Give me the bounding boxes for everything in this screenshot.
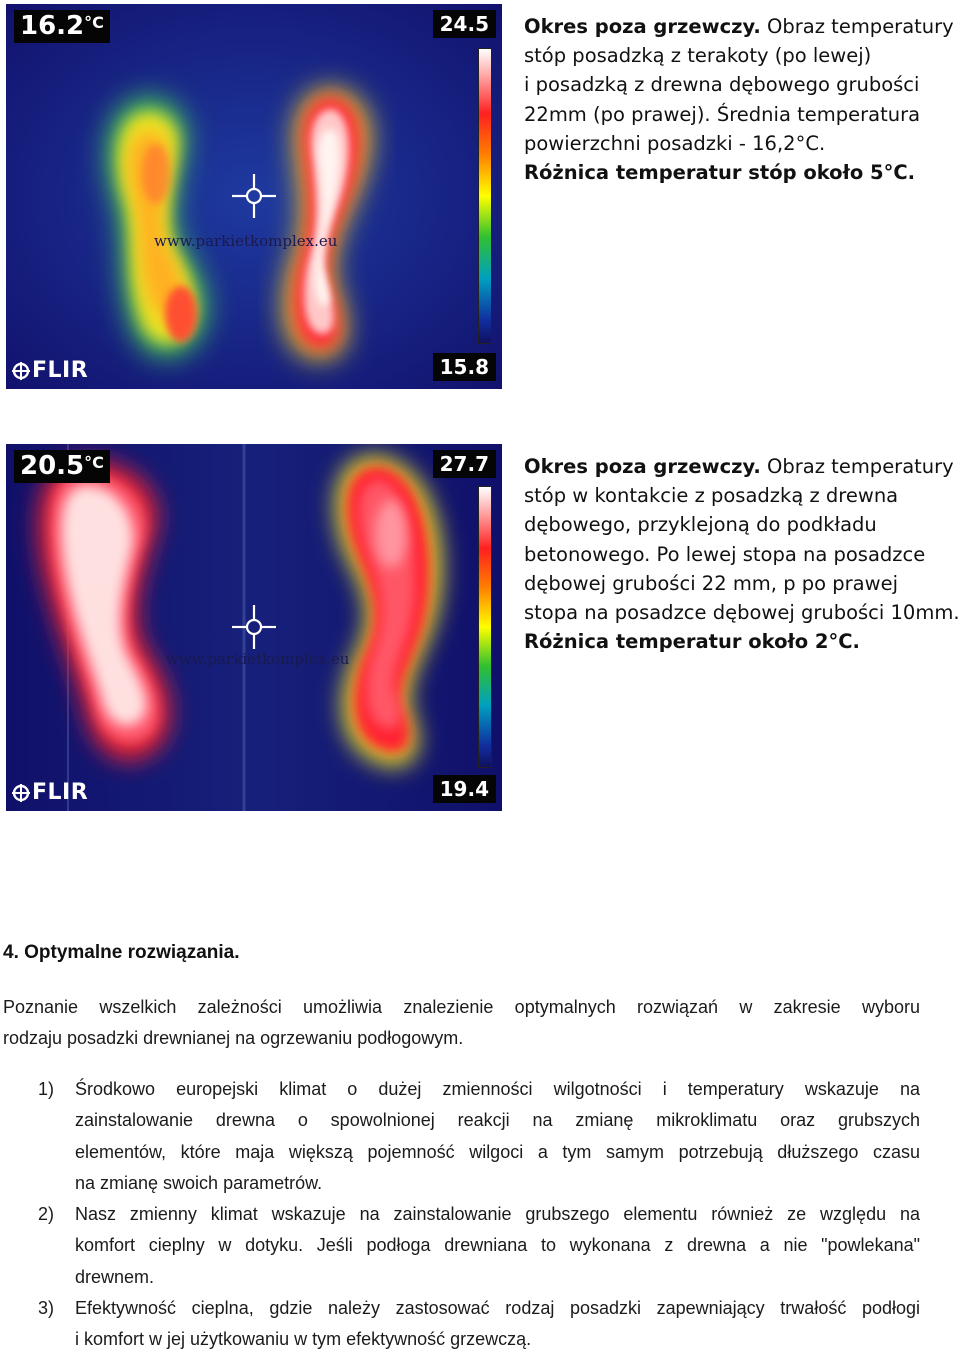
caption-line: stóp posadzką z terakoty (po lewej) — [524, 44, 872, 68]
caption-line: powierzchni posadzki - 16,2°C. — [524, 131, 826, 155]
caption-lead: Okres poza grzewczy. — [524, 15, 761, 38]
flir-mark-icon — [12, 784, 30, 802]
caption-line: stóp w kontakcie z posadzką z drewna — [524, 484, 899, 508]
spot-temperature: $16.2^{^\circ C}$ — [14, 10, 110, 43]
list-item-line: na zmianę swoich parametrów. — [75, 1172, 323, 1193]
solutions-list — [38, 1074, 920, 1356]
temperature-scale-bar — [478, 48, 492, 344]
caption-line: stopa na posadzce dębowej grubości 10mm. — [524, 601, 960, 625]
list-item — [38, 1074, 920, 1199]
list-item-number: 2) — [38, 1204, 55, 1225]
caption-1 — [524, 12, 960, 187]
list-item-line: Efektywność cieplna, gdzie należy zastosować rodzaj posadzki zapewniający trwałość podłogi — [75, 1298, 920, 1319]
thermal-image-2 — [6, 444, 502, 811]
watermark: www.parkietkomplex.eu — [154, 232, 338, 250]
scale-min-value: 15.8 — [433, 353, 496, 381]
list-item-line: i komfort w jej użytkowaniu w tym efektywność grzewczą. — [75, 1329, 532, 1350]
intro-paragraph — [3, 992, 920, 1054]
list-item-line: Nasz zmienny klimat wskazuje na zainstalowanie grubszego elementu również ze względu na — [75, 1204, 920, 1225]
caption-line: dębowej grubości 22 mm, p po prawej — [524, 571, 898, 595]
thermal-image-1 — [6, 4, 502, 389]
list-item — [38, 1199, 920, 1293]
caption-line: i posadzką z drewna dębowego grubości — [524, 73, 920, 97]
intro-line: rodzaju posadzki drewnianej na ogrzewaniu podłogowym. — [3, 1028, 464, 1048]
list-item-line: drewnem. — [75, 1266, 155, 1287]
list-item-line: elementów, które maja większą pojemność wilgoci a tym samym potrzebują dłuższego czasu — [75, 1141, 920, 1162]
list-item-line: komfort cieplny w dotyku. Jeśli podłoga drewniana to wykonana z drewna a nie "powlekana" — [75, 1235, 920, 1256]
flir-mark-icon — [12, 362, 30, 380]
scale-max-value: 27.7 — [433, 450, 496, 478]
flir-logo: FLIR — [12, 780, 88, 805]
caption-conclusion: Różnica temperatur stóp około 5°C. — [524, 161, 916, 185]
caption-conclusion: Różnica temperatur około 2°C. — [524, 630, 860, 654]
caption-lead: Okres poza grzewczy. — [524, 455, 761, 478]
list-item-line: Środkowo europejski klimat o dużej zmienności wilgotności i temperatury wskazuje na — [75, 1079, 920, 1099]
caption-2 — [524, 452, 960, 656]
list-item-line: zainstalowanie drewna o spowolnionej reakcji na zmianę mikroklimatu oraz grubszych — [75, 1110, 920, 1131]
list-item-number: 1) — [38, 1079, 55, 1099]
list-item — [38, 1293, 920, 1356]
thermal-feet-graphic-2 — [6, 444, 502, 811]
intro-line: Poznanie wszelkich zależności umożliwia znalezienie optymalnych rozwiązań w zakresie wyboru — [3, 997, 920, 1017]
thermal-feet-graphic-1 — [6, 4, 502, 389]
section-title: 4. Optymalne rozwiązania. — [3, 942, 240, 963]
flir-logo: FLIR — [12, 358, 88, 383]
watermark: www.parkietkomplex.eu — [166, 650, 350, 668]
caption-line: 22mm (po prawej). Średnia temperatura — [524, 102, 921, 126]
list-item-number: 3) — [38, 1298, 55, 1319]
spot-temperature: $20.5^{^\circ C}$ — [14, 450, 110, 483]
caption-line: betonowego. Po lewej stopa na posadzce — [524, 542, 926, 566]
scale-min-value: 19.4 — [433, 775, 496, 803]
caption-line: Okres poza grzewczy. Obraz temperatury — [524, 15, 954, 38]
scale-max-value: 24.5 — [433, 10, 496, 38]
caption-line: dębowego, przyklejoną do podkładu — [524, 513, 877, 537]
temperature-scale-bar — [478, 486, 492, 768]
caption-line: Okres poza grzewczy. Obraz temperatury — [524, 455, 954, 478]
